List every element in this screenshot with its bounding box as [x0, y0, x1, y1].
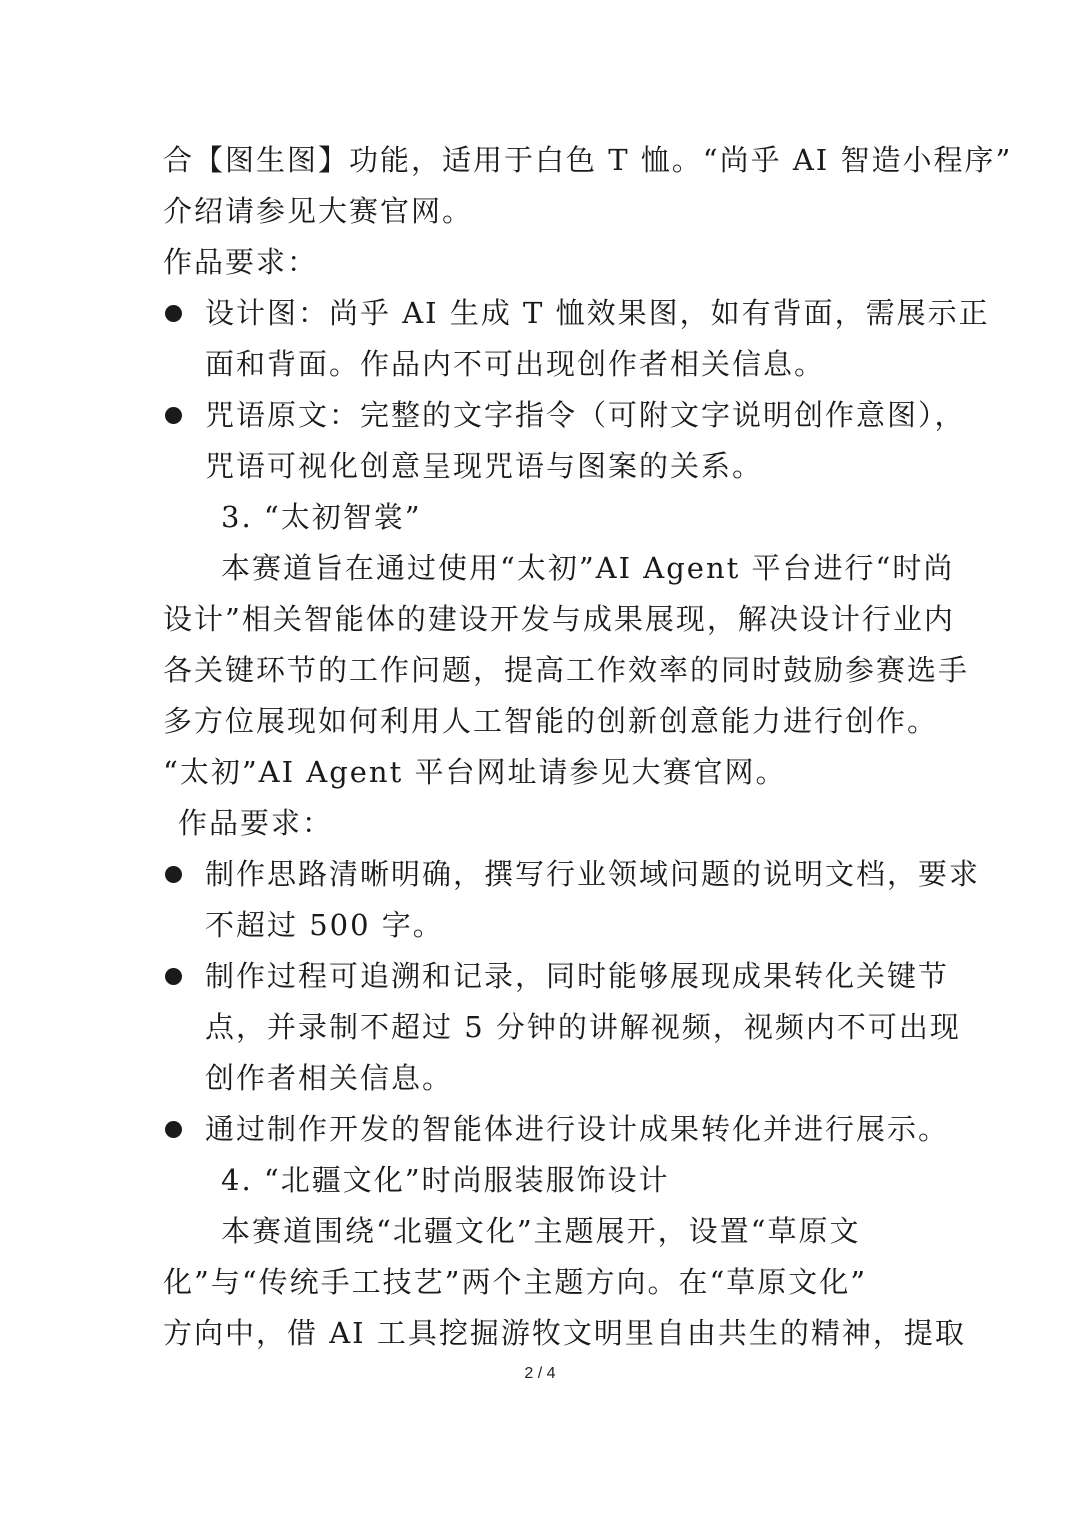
bullet-dot-icon: [165, 866, 182, 883]
bullet-line: 通过制作开发的智能体进行设计成果转化并进行展示。: [205, 1112, 950, 1146]
requirements-heading: 作品要求：: [163, 245, 319, 279]
bullet-line: 创作者相关信息。: [205, 1061, 454, 1095]
bullet-dot-icon: [165, 407, 182, 424]
paragraph-line: “太初”AI Agent 平台网址请参见大赛官网。: [163, 755, 787, 789]
paragraph-line: 本赛道旨在通过使用“太初”AI Agent 平台进行“时尚: [221, 551, 955, 585]
bullet-dot-icon: [165, 1121, 182, 1138]
bullet-line: 设计图：尚乎 AI 生成 T 恤效果图，如有背面，需展示正: [205, 296, 990, 330]
intro-line: 合【图生图】功能，适用于白色 T 恤。“尚乎 AI 智造小程序”: [163, 143, 1013, 177]
bullet-line: 咒语可视化创意呈现咒语与图案的关系。: [205, 449, 764, 483]
bullet-line: 不超过 500 字。: [205, 908, 444, 942]
bullet-line: 制作思路清晰明确，撰写行业领域问题的说明文档，要求: [205, 857, 981, 891]
bullet-line: 咒语原文：完整的文字指令（可附文字说明创作意图），: [205, 398, 966, 432]
paragraph-line: 多方位展现如何利用人工智能的创新创意能力进行创作。: [163, 704, 939, 738]
section-heading: 3. “太初智裳”: [221, 500, 422, 534]
paragraph-line: 化”与“传统手工技艺”两个主题方向。在“草原文化”: [163, 1265, 868, 1299]
bullet-line: 面和背面。作品内不可出现创作者相关信息。: [205, 347, 826, 381]
bullet-dot-icon: [165, 968, 182, 985]
bullet-line: 制作过程可追溯和记录，同时能够展现成果转化关键节: [205, 959, 950, 993]
bullet-line: 点，并录制不超过 5 分钟的讲解视频，视频内不可出现: [205, 1010, 961, 1044]
paragraph-line: 各关键环节的工作问题，提高工作效率的同时鼓励参赛选手: [163, 653, 970, 687]
bullet-dot-icon: [165, 305, 182, 322]
page-number: 2 / 4: [524, 1365, 556, 1382]
intro-line: 介绍请参见大赛官网。: [163, 194, 474, 228]
paragraph-line: 本赛道围绕“北疆文化”主题展开，设置“草原文: [221, 1214, 861, 1248]
section-heading: 4. “北疆文化”时尚服装服饰设计: [221, 1163, 670, 1197]
paragraph-line: 设计”相关智能体的建设开发与成果展现，解决设计行业内: [163, 602, 955, 636]
requirements-heading: 作品要求：: [178, 806, 334, 840]
paragraph-line: 方向中，借 AI 工具挖掘游牧文明里自由共生的精神，提取: [163, 1316, 966, 1350]
